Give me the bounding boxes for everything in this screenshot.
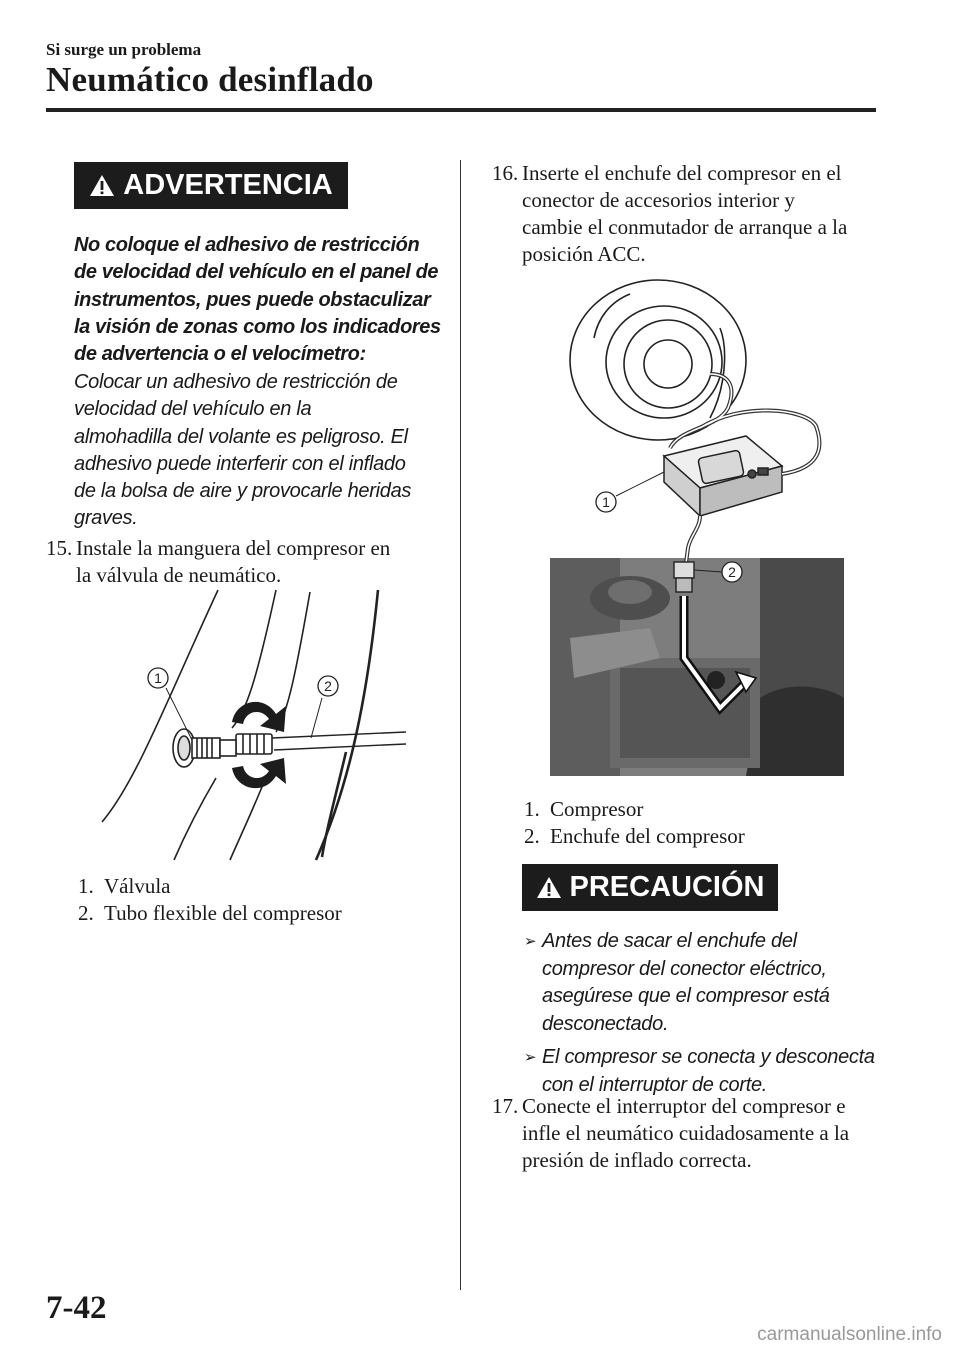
caution-line: Antes de sacar el enchufe del bbox=[542, 930, 797, 952]
caption-number: 2. bbox=[524, 824, 540, 848]
valve-illustration bbox=[96, 582, 416, 862]
header-rule bbox=[46, 108, 876, 112]
warning-bold-line: de advertencia o el velocímetro: bbox=[74, 343, 366, 366]
caption-item bbox=[524, 796, 864, 823]
caption-item bbox=[78, 873, 418, 900]
warning-body-line: almohadilla del volante es peligroso. El bbox=[74, 425, 408, 448]
caption-text: Enchufe del compresor bbox=[550, 824, 745, 848]
step-line: la válvula de neumático. bbox=[76, 563, 282, 587]
step-16 bbox=[492, 160, 892, 270]
caution-line: compresor del conector eléctrico, bbox=[542, 957, 827, 980]
callout-1: 1 bbox=[602, 494, 610, 510]
step-line: presión de inflado correcta. bbox=[522, 1148, 752, 1172]
step-line: posición ACC. bbox=[522, 242, 646, 266]
caution-banner bbox=[522, 864, 778, 911]
step-line: cambie el conmutador de arranque a la bbox=[522, 215, 848, 239]
step-line: Conecte el interruptor del compresor e bbox=[522, 1094, 846, 1118]
caution-line: con el interruptor de corte. bbox=[542, 1073, 768, 1096]
column-divider bbox=[460, 160, 461, 1290]
caption-item bbox=[78, 900, 418, 927]
warning-bold-line: No coloque el adhesivo de restricción bbox=[74, 234, 420, 256]
step-17 bbox=[492, 1093, 892, 1178]
caption-number: 1. bbox=[78, 874, 94, 898]
step-line: conector de accesorios interior y bbox=[522, 188, 795, 212]
arrow-bullet-icon: ➢ bbox=[524, 1049, 537, 1066]
caution-bullet bbox=[524, 928, 884, 1038]
step-number: 17. bbox=[492, 1094, 519, 1118]
caution-line: asegúrese que el compresor está bbox=[542, 985, 830, 1007]
warning-body-text bbox=[74, 369, 454, 533]
warning-label: ADVERTENCIA bbox=[123, 169, 333, 201]
caution-label: PRECAUCIÓN bbox=[569, 871, 765, 903]
caption-text: Compresor bbox=[550, 797, 644, 821]
watermark: carmanualsonline.info bbox=[757, 1324, 942, 1345]
warning-body-line: velocidad del vehículo en la bbox=[74, 398, 312, 421]
page-number: 7-42 bbox=[46, 1290, 107, 1326]
figure-1-captions bbox=[78, 873, 418, 927]
warning-body-line: adhesivo puede interferir con el inflado bbox=[74, 452, 406, 475]
caution-bullet bbox=[524, 1044, 884, 1099]
caution-list bbox=[524, 928, 884, 1105]
caption-item bbox=[524, 823, 864, 850]
caption-number: 2. bbox=[78, 901, 94, 925]
caption-text: Tubo flexible del compresor bbox=[104, 901, 342, 925]
warning-bold-line: de velocidad del vehículo en el panel de bbox=[74, 261, 439, 284]
step-line: infle el neumático cuidadosamente a la bbox=[522, 1121, 850, 1145]
warning-body-line: graves. bbox=[74, 507, 138, 530]
caution-line: desconectado. bbox=[542, 1012, 669, 1035]
step-number: 16. bbox=[492, 161, 519, 185]
section-label: Si surge un problema bbox=[46, 40, 202, 59]
warning-triangle-icon bbox=[536, 876, 562, 899]
page-title: Neumático desinflado bbox=[46, 60, 374, 99]
step-line: Instale la manguera del compresor en bbox=[76, 536, 391, 560]
compressor-illustration bbox=[550, 278, 846, 778]
warning-triangle-icon bbox=[89, 174, 115, 197]
warning-bold-text bbox=[74, 232, 446, 368]
warning-bold-line: instrumentos, pues puede obstaculizar bbox=[74, 288, 431, 311]
callout-2: 2 bbox=[728, 564, 736, 580]
warning-banner bbox=[74, 162, 348, 209]
step-number: 15. bbox=[46, 536, 73, 560]
callout-2: 2 bbox=[324, 678, 332, 694]
warning-body-line: Colocar un adhesivo de restricción de bbox=[74, 371, 398, 393]
warning-bold-line: la visión de zonas como los indicadores bbox=[74, 315, 441, 338]
caption-number: 1. bbox=[524, 797, 540, 821]
figure-2-captions bbox=[524, 796, 864, 850]
caution-line: El compresor se conecta y desconecta bbox=[542, 1046, 875, 1068]
arrow-bullet-icon: ➢ bbox=[524, 933, 537, 950]
warning-body-line: de la bolsa de aire y provocarle heridas bbox=[74, 480, 412, 503]
caption-text: Válvula bbox=[104, 874, 171, 898]
callout-1: 1 bbox=[154, 670, 162, 686]
step-line: Inserte el enchufe del compresor en el bbox=[522, 161, 842, 185]
